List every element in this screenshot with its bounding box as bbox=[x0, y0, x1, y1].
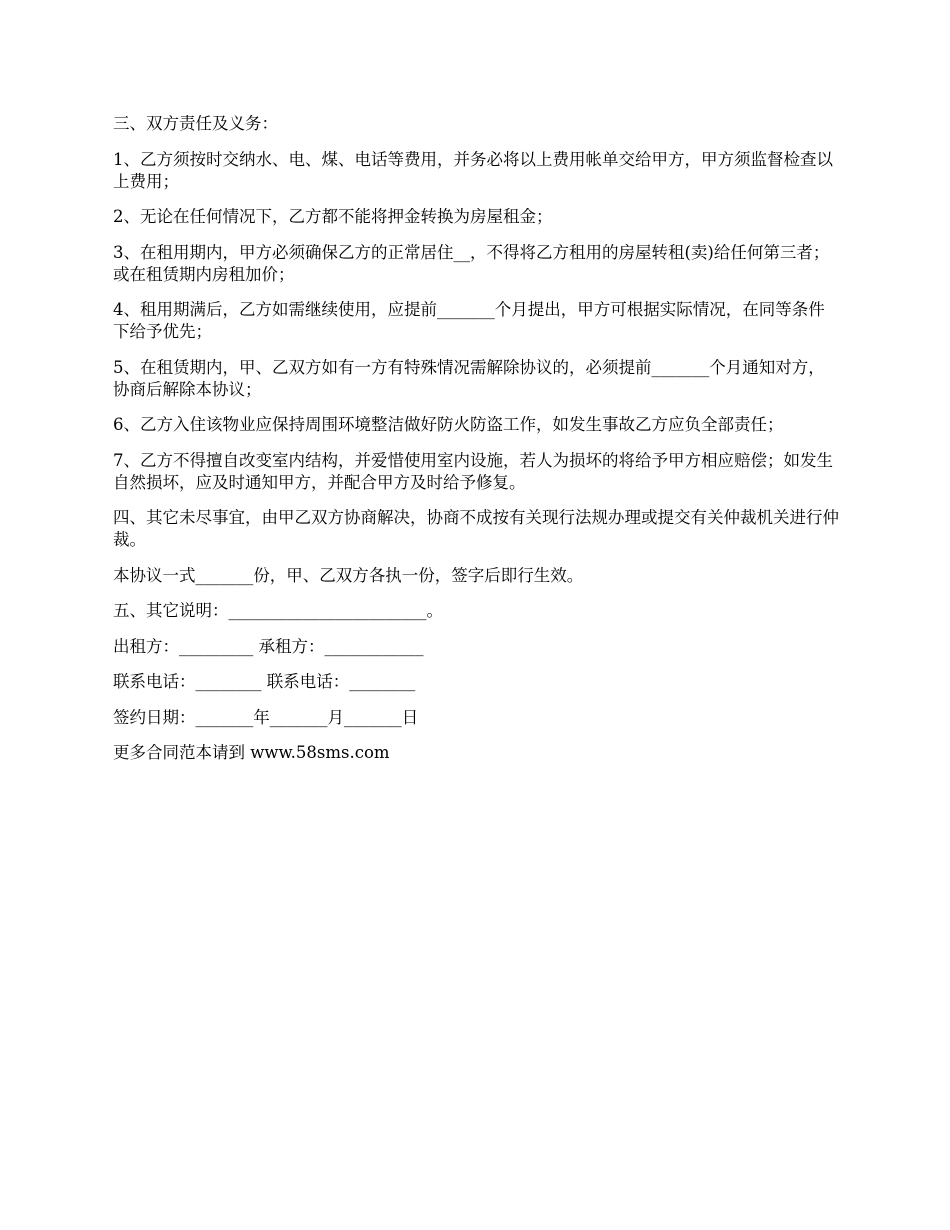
clause-4: 4、租用期满后，乙方如需继续使用，应提前_______个月提出，甲方可根据实际情况，在同等条件下给予优先； bbox=[113, 300, 825, 341]
clause-6: 6、乙方入住该物业应保持周围环境整洁做好防火防盗工作，如发生事故乙方应负全部责任； bbox=[113, 415, 784, 434]
parties-signature-line: 出租方：_________ 承租方：____________ bbox=[113, 636, 424, 656]
clause-1: 1、乙方须按时交纳水、电、煤、电话等费用，并务必将以上费用帐单交给甲方，甲方须监督检查以上费用； bbox=[113, 149, 833, 191]
signing-date-line: 签约日期：_______年_______月_______日 bbox=[113, 707, 419, 727]
contact-phone-line: 联系电话：________ 联系电话：________ bbox=[113, 672, 416, 691]
section-heading-responsibilities: 三、双方责任及义务： bbox=[113, 114, 278, 133]
footer-note: 更多合同范本请到 www.58sms.com bbox=[113, 743, 390, 762]
clause-2: 2、无论在任何情况下，乙方都不能将押金转换为房屋租金； bbox=[113, 207, 553, 226]
section-other-notes: 五、其它说明：________________________。 bbox=[113, 601, 443, 620]
clause-7: 7、乙方不得擅自改变室内结构，并爱惜使用室内设施，若人为损坏的将给予甲方相应赔偿；如发生自然损坏，应及时通知甲方，并配合甲方及时给予修复。 bbox=[113, 450, 833, 492]
document-body bbox=[113, 113, 840, 778]
clause-3: 3、在租用期内，甲方必须确保乙方的正常居住__，不得将乙方租用的房屋转租(卖)给任何第三者；或在租赁期内房租加价； bbox=[113, 242, 830, 284]
clause-5: 5、在租赁期内，甲、乙双方如有一方有特殊情况需解除协议的，必须提前_______个月通知对方，协商后解除本协议； bbox=[113, 357, 825, 399]
copies-clause: 本协议一式_______份，甲、乙双方各执一份，签字后即行生效。 bbox=[113, 565, 584, 585]
section-other-matters: 四、其它未尽事宜，由甲乙双方协商解决，协商不成按有关现行法规办理或提交有关仲裁机关进行仲裁。 bbox=[113, 508, 839, 549]
